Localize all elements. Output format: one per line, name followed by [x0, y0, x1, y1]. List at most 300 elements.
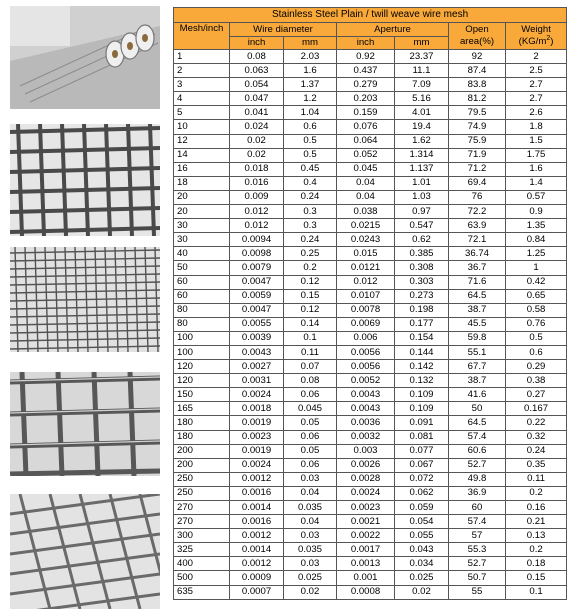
wire-mm-cell: 0.14	[284, 317, 337, 331]
aperture-inch-cell: 0.437	[337, 64, 395, 78]
weight-cell: 0.18	[506, 557, 567, 571]
table-row	[174, 486, 567, 500]
aperture-inch-cell: 0.04	[337, 190, 395, 204]
mesh-cell: 250	[174, 486, 230, 500]
aperture-header: Aperture	[337, 23, 449, 37]
open-area-cell: 57.4	[449, 515, 506, 529]
weight-cell: 0.35	[506, 458, 567, 472]
table-row	[174, 585, 567, 599]
table-row	[174, 543, 567, 557]
wire-mm-cell: 0.24	[284, 233, 337, 247]
aperture-inch-cell: 0.076	[337, 120, 395, 134]
mesh-cell: 100	[174, 331, 230, 345]
open-area-cell: 72.2	[449, 205, 506, 219]
aperture-mm-cell: 0.109	[395, 388, 449, 402]
open-area-cell: 36.74	[449, 247, 506, 261]
weight-cell: 1.35	[506, 219, 567, 233]
weight-header: Weight $(KG/m^2)$	[506, 23, 567, 50]
aperture-mm-cell: 1.03	[395, 190, 449, 204]
weight-cell: 0.21	[506, 515, 567, 529]
aperture-inch-cell: 0.015	[337, 247, 395, 261]
aperture-mm-cell: 0.109	[395, 402, 449, 416]
weight-cell: 0.29	[506, 360, 567, 374]
weight-cell: 0.5	[506, 331, 567, 345]
weight-cell: 0.1	[506, 585, 567, 599]
wire-inch-cell: 0.02	[230, 148, 284, 162]
wire-mm-cell: 1.04	[284, 106, 337, 120]
aperture-inch-cell: 0.0021	[337, 515, 395, 529]
weight-cell: 2	[506, 50, 567, 64]
wire-inch-cell: 0.0019	[230, 444, 284, 458]
table-row	[174, 50, 567, 64]
open-area-cell: 60	[449, 501, 506, 515]
wire-inch-cell: 0.047	[230, 92, 284, 106]
aperture-mm-cell: 0.547	[395, 219, 449, 233]
open-area-cell: 69.4	[449, 176, 506, 190]
open-area-cell: 87.4	[449, 64, 506, 78]
aperture-mm-cell: 0.055	[395, 529, 449, 543]
aperture-mm-cell: 0.142	[395, 360, 449, 374]
wire-inch-cell: 0.0047	[230, 303, 284, 317]
aperture-mm-cell: 19.4	[395, 120, 449, 134]
open-area-cell: 71.2	[449, 162, 506, 176]
aperture-mm-cell: 0.067	[395, 458, 449, 472]
wire-mm-cell: 0.05	[284, 416, 337, 430]
wire-mm-cell: 0.24	[284, 190, 337, 204]
wire-inch-cell: 0.012	[230, 219, 284, 233]
wire-mm-cell: 0.035	[284, 543, 337, 557]
aperture-mm-cell: 1.137	[395, 162, 449, 176]
wire-mm-cell: 2.03	[284, 50, 337, 64]
open-area-cell: 72.1	[449, 233, 506, 247]
table-row	[174, 402, 567, 416]
wire-mm-cell: 0.08	[284, 374, 337, 388]
wire-mm-cell: 0.04	[284, 486, 337, 500]
mesh-cell: 200	[174, 458, 230, 472]
weight-cell: 0.2	[506, 543, 567, 557]
twill-mesh-photo	[10, 494, 160, 609]
wire-mm-cell: 0.1	[284, 331, 337, 345]
mesh-cell: 270	[174, 501, 230, 515]
aperture-mm-cell: 0.62	[395, 233, 449, 247]
wire-inch-cell: 0.0016	[230, 486, 284, 500]
mesh-cell: 60	[174, 289, 230, 303]
weight-cell: 0.84	[506, 233, 567, 247]
wire-inch-cell: 0.012	[230, 205, 284, 219]
aperture-mm-cell: 4.01	[395, 106, 449, 120]
open-area-cell: 50	[449, 402, 506, 416]
wire-inch-cell: 0.0024	[230, 458, 284, 472]
open-area-cell: 45.5	[449, 317, 506, 331]
wire-mm-cell: 0.4	[284, 176, 337, 190]
mesh-cell: 300	[174, 529, 230, 543]
aperture-inch-cell: 0.0023	[337, 501, 395, 515]
wire-mm-cell: 0.06	[284, 388, 337, 402]
aperture-inch-cell: 0.0056	[337, 345, 395, 359]
open-area-cell: 55.3	[449, 543, 506, 557]
wire-mm-cell: 1.6	[284, 64, 337, 78]
mesh-cell: 500	[174, 571, 230, 585]
mesh-cell: 325	[174, 543, 230, 557]
open-area-cell: 83.8	[449, 78, 506, 92]
wire-mm-cell: 0.03	[284, 472, 337, 486]
wire-mesh-spec-table	[173, 7, 567, 600]
aperture-mm-cell: 0.154	[395, 331, 449, 345]
mesh-cell: 4	[174, 92, 230, 106]
open-area-cell: 71.9	[449, 148, 506, 162]
open-area-cell: 41.6	[449, 388, 506, 402]
wire-mm-cell: 0.045	[284, 402, 337, 416]
table-row	[174, 529, 567, 543]
aperture-inch-cell: 0.0243	[337, 233, 395, 247]
weight-cell: 0.65	[506, 289, 567, 303]
mesh-cell: 16	[174, 162, 230, 176]
aperture-mm-cell: 0.385	[395, 247, 449, 261]
wire-inch-cell: 0.02	[230, 134, 284, 148]
aperture-inch-cell: 0.0013	[337, 557, 395, 571]
wire-inch-cell: 0.0079	[230, 261, 284, 275]
weight-cell: 1.8	[506, 120, 567, 134]
mesh-cell: 165	[174, 402, 230, 416]
open-area-cell: 52.7	[449, 557, 506, 571]
weight-cell: 0.58	[506, 303, 567, 317]
aperture-inch-cell: 0.0078	[337, 303, 395, 317]
aperture-inch-cell: 0.0056	[337, 360, 395, 374]
mesh-cell: 5	[174, 106, 230, 120]
wire-inch-cell: 0.016	[230, 176, 284, 190]
weight-cell: 0.9	[506, 205, 567, 219]
aperture-inch-cell: 0.012	[337, 275, 395, 289]
aperture-mm-cell: 0.273	[395, 289, 449, 303]
fine-mesh-photo	[10, 247, 160, 352]
wire-mm-cell: 0.5	[284, 148, 337, 162]
table-row	[174, 134, 567, 148]
open-area-cell: 36.9	[449, 486, 506, 500]
open-area-cell: 55	[449, 585, 506, 599]
aperture-inch-cell: 0.0121	[337, 261, 395, 275]
table-row	[174, 360, 567, 374]
weight-cell: 0.76	[506, 317, 567, 331]
aperture-inch-cell: 0.203	[337, 92, 395, 106]
open-area-cell: 64.5	[449, 289, 506, 303]
weight-cell: 0.42	[506, 275, 567, 289]
weight-cell: 2.7	[506, 78, 567, 92]
aperture-inch-cell: 0.045	[337, 162, 395, 176]
open-area-header: Open area(%)	[449, 23, 506, 50]
mesh-cell: 100	[174, 345, 230, 359]
aperture-mm-cell: 1.314	[395, 148, 449, 162]
open-area-cell: 67.7	[449, 360, 506, 374]
open-area-cell: 71.6	[449, 275, 506, 289]
table-row	[174, 106, 567, 120]
product-photos	[4, 4, 164, 609]
mesh-cell: 80	[174, 317, 230, 331]
weight-cell: 1.6	[506, 162, 567, 176]
aperture-mm-cell: 7.09	[395, 78, 449, 92]
mesh-cell: 270	[174, 515, 230, 529]
wire-inch-cell: 0.054	[230, 78, 284, 92]
wire-mm-cell: 0.025	[284, 571, 337, 585]
wire-inch-cell: 0.063	[230, 64, 284, 78]
mesh-cell: 30	[174, 219, 230, 233]
mesh-cell: 20	[174, 205, 230, 219]
aperture-inch-cell: 0.0032	[337, 430, 395, 444]
aperture-inch-cell: 0.0022	[337, 529, 395, 543]
aperture-mm-cell: 0.043	[395, 543, 449, 557]
aperture-mm-cell: 0.059	[395, 501, 449, 515]
wire-mm-cell: 0.12	[284, 303, 337, 317]
wire-mesh-rolls-photo	[10, 6, 160, 109]
aperture-inch-cell: 0.0024	[337, 486, 395, 500]
wire-mm-cell: 0.05	[284, 444, 337, 458]
aperture-mm-cell: 23.37	[395, 50, 449, 64]
table-row	[174, 92, 567, 106]
wire-mm-cell: 0.06	[284, 430, 337, 444]
open-area-cell: 38.7	[449, 303, 506, 317]
open-area-cell: 59.8	[449, 331, 506, 345]
aperture-inch-cell: 0.04	[337, 176, 395, 190]
aperture-inch-cell: 0.003	[337, 444, 395, 458]
weight-cell: 0.6	[506, 345, 567, 359]
mesh-cell: 20	[174, 190, 230, 204]
mesh-cell: 120	[174, 374, 230, 388]
open-area-cell: 50.7	[449, 571, 506, 585]
weight-cell: 0.57	[506, 190, 567, 204]
table-row	[174, 345, 567, 359]
wire-inch-cell: 0.0009	[230, 571, 284, 585]
weight-cell: 1.5	[506, 134, 567, 148]
weight-cell: 0.13	[506, 529, 567, 543]
table-row	[174, 444, 567, 458]
weight-cell: 0.27	[506, 388, 567, 402]
wire-mm-cell: 0.035	[284, 501, 337, 515]
wire-mm-cell: 0.07	[284, 360, 337, 374]
wire-inch-cell: 0.08	[230, 50, 284, 64]
aperture-inch-cell: 0.0008	[337, 585, 395, 599]
open-area-cell: 81.2	[449, 92, 506, 106]
mesh-cell: 14	[174, 148, 230, 162]
wire-mm-cell: 0.02	[284, 585, 337, 599]
aperture-inch-cell: 0.0026	[337, 458, 395, 472]
aperture-mm-cell: 0.081	[395, 430, 449, 444]
weight-cell: 0.2	[506, 486, 567, 500]
table-row	[174, 501, 567, 515]
aperture-mm-cell: 0.303	[395, 275, 449, 289]
wire-inch-cell: 0.0016	[230, 515, 284, 529]
wire-inch-cell: 0.0094	[230, 233, 284, 247]
wire-mm-cell: 0.11	[284, 345, 337, 359]
weight-cell: 1.75	[506, 148, 567, 162]
wire-mm-cell: 0.45	[284, 162, 337, 176]
open-area-cell: 57.4	[449, 430, 506, 444]
wire-inch-cell: 0.0059	[230, 289, 284, 303]
table-row	[174, 247, 567, 261]
aperture-inch-cell: 0.92	[337, 50, 395, 64]
wire-mm-cell: 0.2	[284, 261, 337, 275]
mesh-cell: 10	[174, 120, 230, 134]
mesh-cell: 1	[174, 50, 230, 64]
mesh-cell: 120	[174, 360, 230, 374]
wire-mm-cell: 0.03	[284, 529, 337, 543]
open-area-cell: 63.9	[449, 219, 506, 233]
aperture-mm-cell: 0.144	[395, 345, 449, 359]
aperture-mm-cell: 11.1	[395, 64, 449, 78]
wire-inch-cell: 0.0043	[230, 345, 284, 359]
aperture-inch-cell: 0.001	[337, 571, 395, 585]
aperture-mm-cell: 0.132	[395, 374, 449, 388]
table-body	[174, 50, 567, 600]
aperture-inch-cell: 0.0069	[337, 317, 395, 331]
open-area-cell: 76	[449, 190, 506, 204]
open-area-cell: 92	[449, 50, 506, 64]
table-row	[174, 120, 567, 134]
mesh-cell: 180	[174, 430, 230, 444]
open-area-cell: 74.9	[449, 120, 506, 134]
mesh-cell: 2	[174, 64, 230, 78]
mesh-cell: 60	[174, 275, 230, 289]
wire-mm-cell: 0.6	[284, 120, 337, 134]
wire-inch-cell: 0.009	[230, 190, 284, 204]
wire-inch-cell: 0.0047	[230, 275, 284, 289]
wire-mm-cell: 0.15	[284, 289, 337, 303]
crimped-mesh-photo	[10, 372, 160, 476]
weight-cell: 2.7	[506, 92, 567, 106]
aperture-mm-cell: 0.02	[395, 585, 449, 599]
mesh-cell: 150	[174, 388, 230, 402]
weight-cell: 2.6	[506, 106, 567, 120]
wire-inch-cell: 0.0007	[230, 585, 284, 599]
open-area-cell: 60.6	[449, 444, 506, 458]
wire-mm-cell: 0.5	[284, 134, 337, 148]
mesh-cell: 400	[174, 557, 230, 571]
wire-inch-cell: 0.0012	[230, 529, 284, 543]
mesh-cell: 40	[174, 247, 230, 261]
wire-mm-header: mm	[284, 37, 337, 50]
mesh-cell: 80	[174, 303, 230, 317]
table-row	[174, 190, 567, 204]
wire-mm-cell: 1.37	[284, 78, 337, 92]
aperture-inch-cell: 0.0107	[337, 289, 395, 303]
open-area-cell: 38.7	[449, 374, 506, 388]
weight-cell: 1.4	[506, 176, 567, 190]
aperture-inch-cell: 0.006	[337, 331, 395, 345]
mesh-cell: 50	[174, 261, 230, 275]
mesh-cell: 200	[174, 444, 230, 458]
table-row	[174, 64, 567, 78]
aperture-inch-cell: 0.038	[337, 205, 395, 219]
weight-cell: 0.24	[506, 444, 567, 458]
mesh-cell: 18	[174, 176, 230, 190]
aperture-inch-cell: 0.159	[337, 106, 395, 120]
wire-mm-cell: 0.3	[284, 219, 337, 233]
aperture-inch-cell: 0.0028	[337, 472, 395, 486]
open-area-cell: 57	[449, 529, 506, 543]
aperture-mm-cell: 0.97	[395, 205, 449, 219]
wire-inch-cell: 0.0039	[230, 331, 284, 345]
table-row	[174, 289, 567, 303]
wire-inch-cell: 0.0023	[230, 430, 284, 444]
table-row	[174, 557, 567, 571]
wire-inch-header: inch	[230, 37, 284, 50]
mesh-cell: 30	[174, 233, 230, 247]
open-area-cell: 55.1	[449, 345, 506, 359]
aperture-inch-cell: 0.0215	[337, 219, 395, 233]
wire-inch-cell: 0.018	[230, 162, 284, 176]
table-row	[174, 416, 567, 430]
aperture-mm-header: mm	[395, 37, 449, 50]
aperture-inch-cell: 0.052	[337, 148, 395, 162]
weight-cell: 2.5	[506, 64, 567, 78]
aperture-inch-cell: 0.0052	[337, 374, 395, 388]
weight-cell: 0.22	[506, 416, 567, 430]
aperture-inch-cell: 0.279	[337, 78, 395, 92]
mesh-cell: 250	[174, 472, 230, 486]
wire-inch-cell: 0.0014	[230, 501, 284, 515]
wire-mm-cell: 0.04	[284, 515, 337, 529]
aperture-mm-cell: 0.034	[395, 557, 449, 571]
aperture-inch-cell: 0.0017	[337, 543, 395, 557]
table-row	[174, 261, 567, 275]
table-row	[174, 331, 567, 345]
wire-inch-cell: 0.0012	[230, 472, 284, 486]
open-area-cell: 49.8	[449, 472, 506, 486]
wire-mm-cell: 0.25	[284, 247, 337, 261]
table-row	[174, 205, 567, 219]
table-row	[174, 388, 567, 402]
wire-inch-cell: 0.0018	[230, 402, 284, 416]
aperture-mm-cell: 0.072	[395, 472, 449, 486]
aperture-inch-cell: 0.064	[337, 134, 395, 148]
mesh-cell: 12	[174, 134, 230, 148]
table-row	[174, 472, 567, 486]
aperture-mm-cell: 0.091	[395, 416, 449, 430]
wire-mm-cell: 0.03	[284, 557, 337, 571]
aperture-inch-cell: 0.0043	[337, 402, 395, 416]
mesh-cell: 635	[174, 585, 230, 599]
table-row	[174, 233, 567, 247]
wire-inch-cell: 0.0055	[230, 317, 284, 331]
open-area-cell: 36.7	[449, 261, 506, 275]
weight-cell: 0.38	[506, 374, 567, 388]
table-title: Stainless Steel Plain / twill weave wire mesh	[174, 8, 567, 23]
wire-inch-cell: 0.0014	[230, 543, 284, 557]
mesh-cell: 3	[174, 78, 230, 92]
aperture-mm-cell: 0.177	[395, 317, 449, 331]
aperture-mm-cell: 0.198	[395, 303, 449, 317]
aperture-mm-cell: 0.308	[395, 261, 449, 275]
weight-cell: 0.16	[506, 501, 567, 515]
table-row	[174, 515, 567, 529]
wire-inch-cell: 0.0027	[230, 360, 284, 374]
weight-cell: 0.167	[506, 402, 567, 416]
weight-cell: 1	[506, 261, 567, 275]
wire-mm-cell: 0.12	[284, 275, 337, 289]
wire-mm-cell: 0.06	[284, 458, 337, 472]
weight-cell: 0.32	[506, 430, 567, 444]
table-row	[174, 275, 567, 289]
aperture-mm-cell: 0.025	[395, 571, 449, 585]
aperture-inch-cell: 0.0036	[337, 416, 395, 430]
open-area-cell: 79.5	[449, 106, 506, 120]
wire-inch-cell: 0.0024	[230, 388, 284, 402]
table-row	[174, 317, 567, 331]
plain-weave-mesh-photo	[10, 124, 160, 236]
aperture-mm-cell: 0.062	[395, 486, 449, 500]
mesh-header: Mesh/inch	[174, 23, 230, 50]
table-row	[174, 176, 567, 190]
table-row	[174, 303, 567, 317]
aperture-mm-cell: 1.01	[395, 176, 449, 190]
